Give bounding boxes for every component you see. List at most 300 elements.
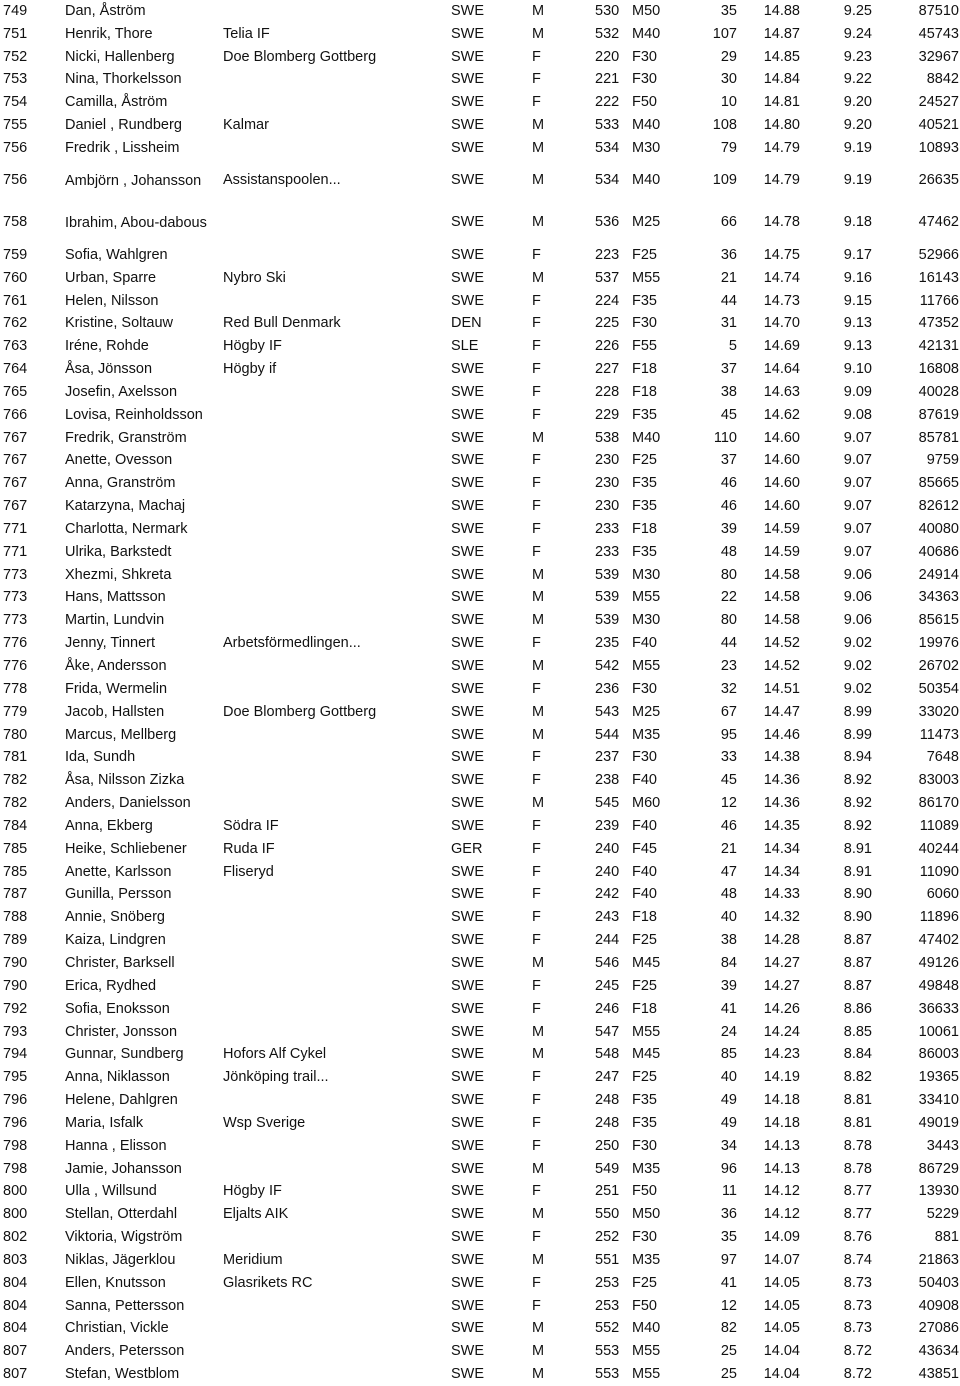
sex-cell: M: [532, 954, 545, 971]
speed-cell: 14.59: [763, 543, 800, 560]
pace-cell: 9.02: [843, 635, 872, 652]
class-cell: M45: [632, 954, 661, 971]
pace-cell: 8.92: [843, 795, 872, 812]
nationality-cell: SWE: [451, 1343, 485, 1360]
number-cell: 43634: [918, 1343, 959, 1360]
sex-cell: F: [532, 406, 541, 423]
table-row: [0, 290, 960, 313]
place-cell: 788: [3, 909, 28, 926]
class-place-cell: 66: [720, 214, 737, 231]
place-cell: 756: [3, 172, 28, 189]
sex-cell: M: [532, 612, 545, 629]
club-cell: [223, 244, 451, 267]
bib-number-cell: 225: [595, 315, 620, 332]
number-cell: 49126: [918, 954, 959, 971]
place-cell: 802: [3, 1229, 28, 1246]
speed-cell: 14.81: [763, 94, 800, 111]
pace-cell: 9.07: [843, 452, 872, 469]
class-cell: F25: [632, 932, 657, 949]
class-cell: F30: [632, 315, 657, 332]
class-place-cell: 47: [720, 863, 737, 880]
club-cell: [223, 427, 451, 450]
class-cell: F18: [632, 520, 657, 537]
place-cell: 794: [3, 1046, 28, 1063]
club-cell: [223, 609, 451, 632]
name-cell: Gunnar, Sundberg: [65, 1046, 184, 1063]
bib-number-cell: 242: [595, 886, 620, 903]
class-cell: M40: [632, 1320, 661, 1337]
club-cell: [223, 1363, 451, 1386]
place-cell: 787: [3, 886, 28, 903]
pace-cell: 8.87: [843, 954, 872, 971]
bib-number-cell: 230: [595, 452, 620, 469]
sex-cell: F: [532, 1069, 541, 1086]
place-cell: 776: [3, 635, 28, 652]
nationality-cell: SWE: [451, 954, 485, 971]
nationality-cell: SWE: [451, 977, 485, 994]
bib-number-cell: 551: [595, 1251, 620, 1268]
number-cell: 26635: [918, 172, 959, 189]
club-cell: [223, 381, 451, 404]
class-cell: F35: [632, 292, 657, 309]
class-place-cell: 38: [720, 383, 737, 400]
pace-cell: 8.72: [843, 1343, 872, 1360]
club-cell: [223, 404, 451, 427]
nationality-cell: SWE: [451, 1274, 485, 1291]
table-row: [0, 46, 960, 69]
class-place-cell: 35: [720, 1229, 737, 1246]
speed-cell: 14.04: [763, 1343, 800, 1360]
place-cell: 804: [3, 1274, 28, 1291]
table-row: [0, 1363, 960, 1386]
club-cell: [223, 202, 451, 244]
speed-cell: 14.75: [763, 246, 800, 263]
speed-cell: 14.04: [763, 1366, 800, 1383]
speed-cell: 14.38: [763, 749, 800, 766]
bib-number-cell: 530: [595, 2, 620, 19]
class-place-cell: 109: [712, 172, 737, 189]
bib-number-cell: 246: [595, 1000, 620, 1017]
class-place-cell: 82: [720, 1320, 737, 1337]
class-cell: M40: [632, 172, 661, 189]
sex-cell: M: [532, 214, 545, 231]
club-cell: [223, 1318, 451, 1341]
place-cell: 790: [3, 954, 28, 971]
number-cell: 11896: [919, 909, 959, 926]
nationality-cell: SWE: [451, 886, 485, 903]
sex-cell: M: [532, 117, 545, 134]
speed-cell: 14.18: [763, 1092, 800, 1109]
nationality-cell: SWE: [451, 520, 485, 537]
speed-cell: 14.46: [763, 726, 800, 743]
place-cell: 798: [3, 1137, 28, 1154]
club-cell: [223, 91, 451, 114]
sex-cell: F: [532, 543, 541, 560]
class-cell: F40: [632, 863, 657, 880]
pace-cell: 8.92: [843, 772, 872, 789]
nationality-cell: SWE: [451, 1366, 485, 1383]
class-place-cell: 45: [720, 406, 737, 423]
number-cell: 19976: [918, 635, 959, 652]
club-cell: [223, 290, 451, 313]
speed-cell: 14.84: [763, 71, 800, 88]
bib-number-cell: 233: [595, 543, 620, 560]
table-row: [0, 1318, 960, 1341]
sex-cell: F: [532, 452, 541, 469]
table-row: [0, 1203, 960, 1226]
speed-cell: 14.60: [763, 475, 800, 492]
class-cell: M55: [632, 589, 661, 606]
sex-cell: M: [532, 795, 545, 812]
class-place-cell: 80: [720, 612, 737, 629]
club-cell: [223, 792, 451, 815]
number-cell: 43851: [918, 1366, 959, 1383]
name-cell: Niklas, Jägerklou: [65, 1251, 176, 1268]
sex-cell: F: [532, 338, 541, 355]
place-cell: 749: [3, 2, 28, 19]
bib-number-cell: 220: [595, 48, 620, 65]
nationality-cell: SWE: [451, 406, 485, 423]
table-row: [0, 724, 960, 747]
bib-number-cell: 240: [595, 840, 620, 857]
class-place-cell: 45: [720, 772, 737, 789]
club-cell: [223, 1158, 451, 1181]
nationality-cell: SWE: [451, 1023, 485, 1040]
class-place-cell: 41: [720, 1274, 737, 1291]
name-cell: Åke, Andersson: [65, 658, 167, 675]
place-cell: 803: [3, 1251, 28, 1268]
class-place-cell: 48: [720, 886, 737, 903]
table-row: [0, 472, 960, 495]
number-cell: 47462: [918, 214, 959, 231]
pace-cell: 8.81: [843, 1092, 872, 1109]
sex-cell: F: [532, 383, 541, 400]
class-place-cell: 30: [720, 71, 737, 88]
place-cell: 760: [3, 269, 28, 286]
name-cell: Gunilla, Persson: [65, 886, 172, 903]
speed-cell: 14.63: [763, 383, 800, 400]
pace-cell: 9.08: [843, 406, 872, 423]
pace-cell: 9.24: [843, 25, 872, 42]
place-cell: 765: [3, 383, 28, 400]
class-cell: F18: [632, 1000, 657, 1017]
nationality-cell: SWE: [451, 1183, 485, 1200]
number-cell: 21863: [918, 1251, 959, 1268]
sex-cell: M: [532, 2, 545, 19]
place-cell: 763: [3, 338, 28, 355]
number-cell: 11090: [919, 863, 959, 880]
class-place-cell: 39: [720, 520, 737, 537]
class-place-cell: 80: [720, 566, 737, 583]
class-cell: F18: [632, 383, 657, 400]
class-cell: F30: [632, 1137, 657, 1154]
class-cell: F55: [632, 338, 657, 355]
speed-cell: 14.36: [763, 772, 800, 789]
pace-cell: 8.90: [843, 886, 872, 903]
bib-number-cell: 230: [595, 498, 620, 515]
place-cell: 798: [3, 1160, 28, 1177]
speed-cell: 14.60: [763, 429, 800, 446]
nationality-cell: SWE: [451, 48, 485, 65]
class-cell: M55: [632, 1343, 661, 1360]
place-cell: 751: [3, 25, 28, 42]
nationality-cell: SWE: [451, 269, 485, 286]
speed-cell: 14.78: [763, 214, 800, 231]
club-cell: Eljalts AIK: [223, 1206, 289, 1223]
club-cell: [223, 1021, 451, 1044]
pace-cell: 9.13: [843, 338, 872, 355]
sex-cell: M: [532, 703, 545, 720]
place-cell: 752: [3, 48, 28, 65]
speed-cell: 14.64: [763, 361, 800, 378]
nationality-cell: SWE: [451, 1251, 485, 1268]
pace-cell: 8.91: [843, 840, 872, 857]
speed-cell: 14.27: [763, 954, 800, 971]
table-row: [0, 202, 960, 244]
nationality-cell: SWE: [451, 139, 485, 156]
name-cell: Iréne, Rohde: [65, 338, 149, 355]
club-cell: Doe Blomberg Gottberg: [223, 48, 377, 65]
table-row: [0, 1112, 960, 1135]
pace-cell: 9.10: [843, 361, 872, 378]
pace-cell: 8.94: [843, 749, 872, 766]
place-cell: 795: [3, 1069, 28, 1086]
place-cell: 773: [3, 566, 28, 583]
bib-number-cell: 230: [595, 475, 620, 492]
place-cell: 754: [3, 94, 28, 111]
club-cell: [223, 1226, 451, 1249]
class-place-cell: 49: [720, 1092, 737, 1109]
sex-cell: M: [532, 1023, 545, 1040]
class-cell: F35: [632, 475, 657, 492]
club-cell: Fliseryd: [223, 863, 274, 880]
class-cell: M45: [632, 1046, 661, 1063]
bib-number-cell: 222: [595, 94, 620, 111]
bib-number-cell: 251: [595, 1183, 620, 1200]
pace-cell: 8.74: [843, 1251, 872, 1268]
class-cell: F30: [632, 71, 657, 88]
table-row: [0, 1340, 960, 1363]
class-cell: F18: [632, 361, 657, 378]
nationality-cell: SWE: [451, 772, 485, 789]
sex-cell: M: [532, 589, 545, 606]
sex-cell: M: [532, 1343, 545, 1360]
name-cell: Stefan, Westblom: [65, 1366, 180, 1383]
name-cell: Anna, Granström: [65, 475, 176, 492]
bib-number-cell: 233: [595, 520, 620, 537]
speed-cell: 14.85: [763, 48, 800, 65]
number-cell: 36633: [918, 1000, 959, 1017]
table-row: [0, 335, 960, 358]
speed-cell: 14.09: [763, 1229, 800, 1246]
nationality-cell: SWE: [451, 749, 485, 766]
pace-cell: 8.82: [843, 1069, 872, 1086]
pace-cell: 9.09: [843, 383, 872, 400]
table-row: [0, 792, 960, 815]
class-cell: M25: [632, 214, 661, 231]
name-cell: Helen, Nilsson: [65, 292, 159, 309]
class-place-cell: 37: [720, 452, 737, 469]
nationality-cell: SWE: [451, 726, 485, 743]
class-cell: F30: [632, 1229, 657, 1246]
class-place-cell: 40: [720, 1069, 737, 1086]
class-cell: M35: [632, 1251, 661, 1268]
number-cell: 50354: [918, 680, 959, 697]
speed-cell: 14.12: [763, 1206, 800, 1223]
class-place-cell: 36: [720, 246, 737, 263]
name-cell: Heike, Schliebener: [65, 840, 187, 857]
table-row: [0, 541, 960, 564]
table-row: [0, 427, 960, 450]
speed-cell: 14.07: [763, 1251, 800, 1268]
name-cell: Ambjörn , Johansson: [65, 172, 202, 189]
sex-cell: F: [532, 1114, 541, 1131]
class-place-cell: 84: [720, 954, 737, 971]
bib-number-cell: 536: [595, 214, 620, 231]
sex-cell: M: [532, 269, 545, 286]
nationality-cell: SWE: [451, 566, 485, 583]
table-row: [0, 450, 960, 473]
number-cell: 33410: [918, 1092, 959, 1109]
speed-cell: 14.88: [763, 2, 800, 19]
name-cell: Ulla , Willsund: [65, 1183, 157, 1200]
pace-cell: 8.77: [843, 1206, 872, 1223]
sex-cell: F: [532, 48, 541, 65]
class-place-cell: 46: [720, 817, 737, 834]
club-cell: [223, 655, 451, 678]
number-cell: 82612: [918, 498, 959, 515]
nationality-cell: SWE: [451, 475, 485, 492]
pace-cell: 8.91: [843, 863, 872, 880]
name-cell: Charlotta, Nermark: [65, 520, 188, 537]
pace-cell: 8.77: [843, 1183, 872, 1200]
class-place-cell: 21: [720, 269, 737, 286]
number-cell: 27086: [918, 1320, 959, 1337]
number-cell: 32967: [918, 48, 959, 65]
bib-number-cell: 252: [595, 1229, 620, 1246]
class-place-cell: 29: [720, 48, 737, 65]
pace-cell: 8.81: [843, 1114, 872, 1131]
name-cell: Frida, Wermelin: [65, 680, 168, 697]
speed-cell: 14.05: [763, 1274, 800, 1291]
bib-number-cell: 236: [595, 680, 620, 697]
table-row: [0, 244, 960, 267]
table-row: [0, 1226, 960, 1249]
club-cell: Red Bull Denmark: [223, 315, 341, 332]
number-cell: 8842: [926, 71, 959, 88]
class-cell: F30: [632, 48, 657, 65]
club-cell: [223, 1089, 451, 1112]
class-cell: M40: [632, 25, 661, 42]
name-cell: Anna, Ekberg: [65, 817, 153, 834]
number-cell: 881: [934, 1229, 959, 1246]
club-cell: [223, 1295, 451, 1318]
bib-number-cell: 250: [595, 1137, 620, 1154]
pace-cell: 9.02: [843, 658, 872, 675]
place-cell: 767: [3, 475, 28, 492]
class-place-cell: 107: [712, 25, 737, 42]
table-row: [0, 312, 960, 335]
sex-cell: F: [532, 475, 541, 492]
sex-cell: M: [532, 1320, 545, 1337]
table-row: [0, 678, 960, 701]
number-cell: 87510: [918, 2, 959, 19]
place-cell: 793: [3, 1023, 28, 1040]
nationality-cell: SWE: [451, 94, 485, 111]
bib-number-cell: 223: [595, 246, 620, 263]
speed-cell: 14.34: [763, 863, 800, 880]
name-cell: Jamie, Johansson: [65, 1160, 182, 1177]
class-place-cell: 46: [720, 475, 737, 492]
place-cell: 782: [3, 772, 28, 789]
class-place-cell: 95: [720, 726, 737, 743]
name-cell: Dan, Åström: [65, 2, 146, 19]
pace-cell: 9.20: [843, 117, 872, 134]
speed-cell: 14.33: [763, 886, 800, 903]
bib-number-cell: 546: [595, 954, 620, 971]
number-cell: 11766: [919, 292, 959, 309]
number-cell: 52966: [918, 246, 959, 263]
club-cell: Ruda IF: [223, 840, 275, 857]
number-cell: 40908: [918, 1297, 959, 1314]
class-cell: F25: [632, 452, 657, 469]
class-cell: F35: [632, 1114, 657, 1131]
pace-cell: 8.99: [843, 726, 872, 743]
class-cell: F50: [632, 1297, 657, 1314]
class-cell: F25: [632, 977, 657, 994]
club-cell: [223, 998, 451, 1021]
name-cell: Nina, Thorkelsson: [65, 71, 182, 88]
speed-cell: 14.19: [763, 1069, 800, 1086]
name-cell: Anders, Petersson: [65, 1343, 185, 1360]
bib-number-cell: 550: [595, 1206, 620, 1223]
nationality-cell: SWE: [451, 1320, 485, 1337]
table-row: [0, 587, 960, 610]
speed-cell: 14.05: [763, 1297, 800, 1314]
number-cell: 86003: [918, 1046, 959, 1063]
bib-number-cell: 538: [595, 429, 620, 446]
place-cell: 796: [3, 1092, 28, 1109]
sex-cell: M: [532, 1251, 545, 1268]
speed-cell: 14.32: [763, 909, 800, 926]
name-cell: Martin, Lundvin: [65, 612, 165, 629]
table-row: [0, 404, 960, 427]
table-row: [0, 1249, 960, 1272]
table-row: [0, 838, 960, 861]
number-cell: 6060: [926, 886, 959, 903]
speed-cell: 14.58: [763, 589, 800, 606]
club-cell: Hofors Alf Cykel: [223, 1046, 327, 1063]
pace-cell: 8.92: [843, 817, 872, 834]
class-place-cell: 108: [712, 117, 737, 134]
place-cell: 779: [3, 703, 28, 720]
bib-number-cell: 547: [595, 1023, 620, 1040]
speed-cell: 14.12: [763, 1183, 800, 1200]
table-row: [0, 1089, 960, 1112]
name-cell: Ibrahim, Abou-dabous: [65, 214, 207, 231]
number-cell: 16808: [918, 361, 959, 378]
name-cell: Katarzyna, Machaj: [65, 498, 186, 515]
bib-number-cell: 248: [595, 1092, 620, 1109]
class-cell: M55: [632, 658, 661, 675]
pace-cell: 8.90: [843, 909, 872, 926]
table-row: [0, 1295, 960, 1318]
name-cell: Sofia, Wahlgren: [65, 246, 168, 263]
nationality-cell: SWE: [451, 589, 485, 606]
club-cell: [223, 541, 451, 564]
place-cell: 764: [3, 361, 28, 378]
pace-cell: 8.85: [843, 1023, 872, 1040]
